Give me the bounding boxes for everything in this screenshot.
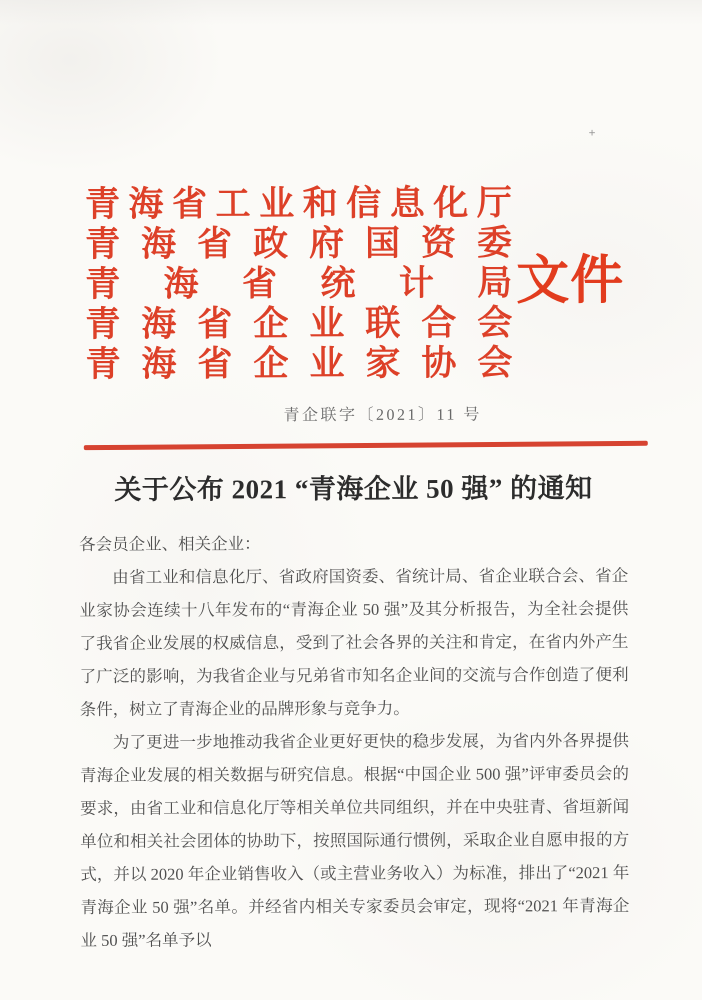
document-title: 关于公布 2021 “青海企业 50 强” 的通知 bbox=[114, 473, 593, 505]
org-name-line-3: 青 海 省 统 计 局 bbox=[85, 262, 513, 304]
org-name-line-4: 青 海 省 企 业 联 合 会 bbox=[85, 302, 513, 344]
salutation-line: 各会员企业、相关企业： bbox=[79, 534, 261, 554]
org-name-line-5: 青 海 省 企 业 家 协 会 bbox=[85, 342, 513, 384]
red-separator-line bbox=[84, 441, 648, 450]
document-reference-number: 青企联字〔2021〕11 号 bbox=[283, 406, 482, 425]
org-name-line-1: 青 海 省 工 业 和 信 息 化 厅 bbox=[84, 182, 512, 224]
letterhead-document-label: 文件 bbox=[516, 252, 625, 311]
body-paragraph-1: 由省工业和信息化厅、省政府国资委、省统计局、省企业联合会、省企业家协会连续十八年发布的“青海企业 50 强”及其分析报告，为全社会提供了我省企业发展的权威信息，受到了社会各界的关注和肯定，在省内外产生了广泛的影响，为我省企业与兄弟省市知名企业间的交流与合作创造了便利条件，树立了青海企业的品牌形象与竞争力。 bbox=[79, 566, 629, 719]
body-paragraph-2: 为了更进一步地推动我省企业更好更快的稳步发展，为省内外各界提供青海企业发展的相关数据与研究信息。根据“中国企业 500 强”评审委员会的要求，由省工业和信息化厅等相关单位共同组织，并在中央驻青、省垣新闻单位和相关社会团体的协助下，按照国际通行惯例，采取企业自愿申报的方式，并以 2020 年企业销售收入（或主营业务收入）为标准，排出了“2021 年青海企业 50 强”名单。并经省内相关专家委员会审定，现将“2021 年青海企业 50 强”名单予以 bbox=[79, 731, 630, 950]
scan-artifact-mark: + bbox=[588, 126, 596, 140]
document-body bbox=[79, 526, 629, 957]
letterhead bbox=[85, 182, 513, 383]
org-name-line-2: 青 海 省 政 府 国 资 委 bbox=[85, 222, 513, 264]
